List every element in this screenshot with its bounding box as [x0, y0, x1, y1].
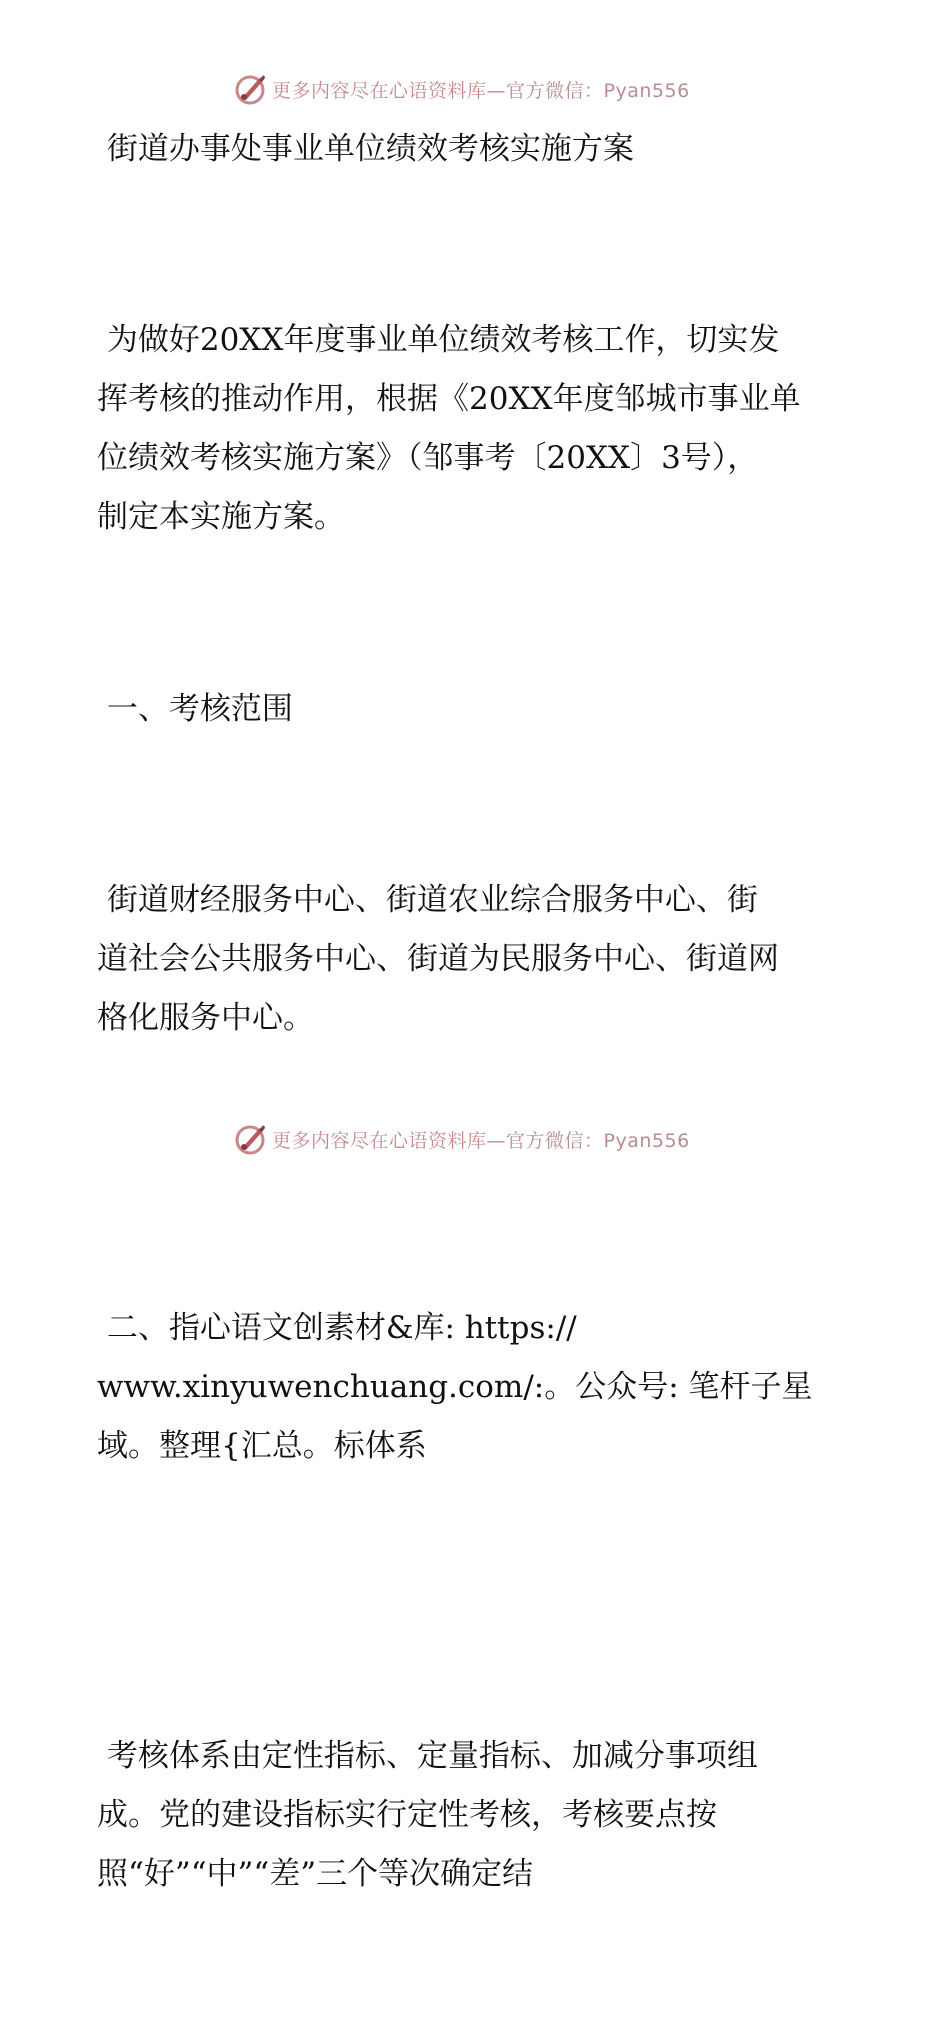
watermark-text: 更多内容尽在心语资料库—官方微信：Pyan556	[272, 1129, 690, 1152]
section-heading-scope: 一、考核范围	[97, 691, 293, 727]
paragraph-line: 成。党的建设指标实行定性考核，考核要点按	[97, 1797, 717, 1833]
paragraph-line: 域。整理{汇总。标体系	[97, 1428, 427, 1464]
intro-paragraph	[97, 193, 887, 665]
quill-pen-icon	[234, 72, 268, 106]
indicator-section-paragraph	[97, 1181, 887, 1594]
paragraph-line: 挥考核的推动作用，根据《20XX年度邹城市事业单	[97, 381, 801, 417]
paragraph-line: 制定本实施方案。	[97, 499, 345, 535]
paragraph-line: 为做好20XX年度事业单位绩效考核工作，切实发	[97, 322, 780, 358]
paragraph-line: 照“好”“中”“差”三个等次确定结	[97, 1856, 534, 1892]
paragraph-line: 街道财经服务中心、街道农业综合服务中心、街	[97, 882, 758, 918]
scope-paragraph	[97, 753, 887, 1166]
watermark-text: 更多内容尽在心语资料库—官方微信：Pyan556	[272, 79, 690, 102]
paragraph-line: 考核体系由定性指标、定量指标、加减分事项组	[97, 1738, 758, 1774]
paragraph-line: 二、指心语文创素材&库: https://	[97, 1310, 577, 1346]
paragraph-line: 道社会公共服务中心、街道为民服务中心、街道网	[97, 941, 779, 977]
paragraph-line: www.xinyuwenchuang.com/:。公众号: 笔杆子星	[97, 1369, 813, 1405]
paragraph-line: 格化服务中心。	[97, 1000, 314, 1036]
quill-pen-icon	[234, 1122, 268, 1156]
system-paragraph	[97, 1609, 887, 2022]
paragraph-line: 位绩效考核实施方案》（邹事考〔20XX〕3号），	[97, 440, 759, 476]
document-body	[97, 120, 887, 2037]
header-watermark	[234, 72, 690, 106]
footer-watermark	[234, 1122, 690, 1156]
document-title: 街道办事处事业单位绩效考核实施方案	[97, 131, 634, 167]
